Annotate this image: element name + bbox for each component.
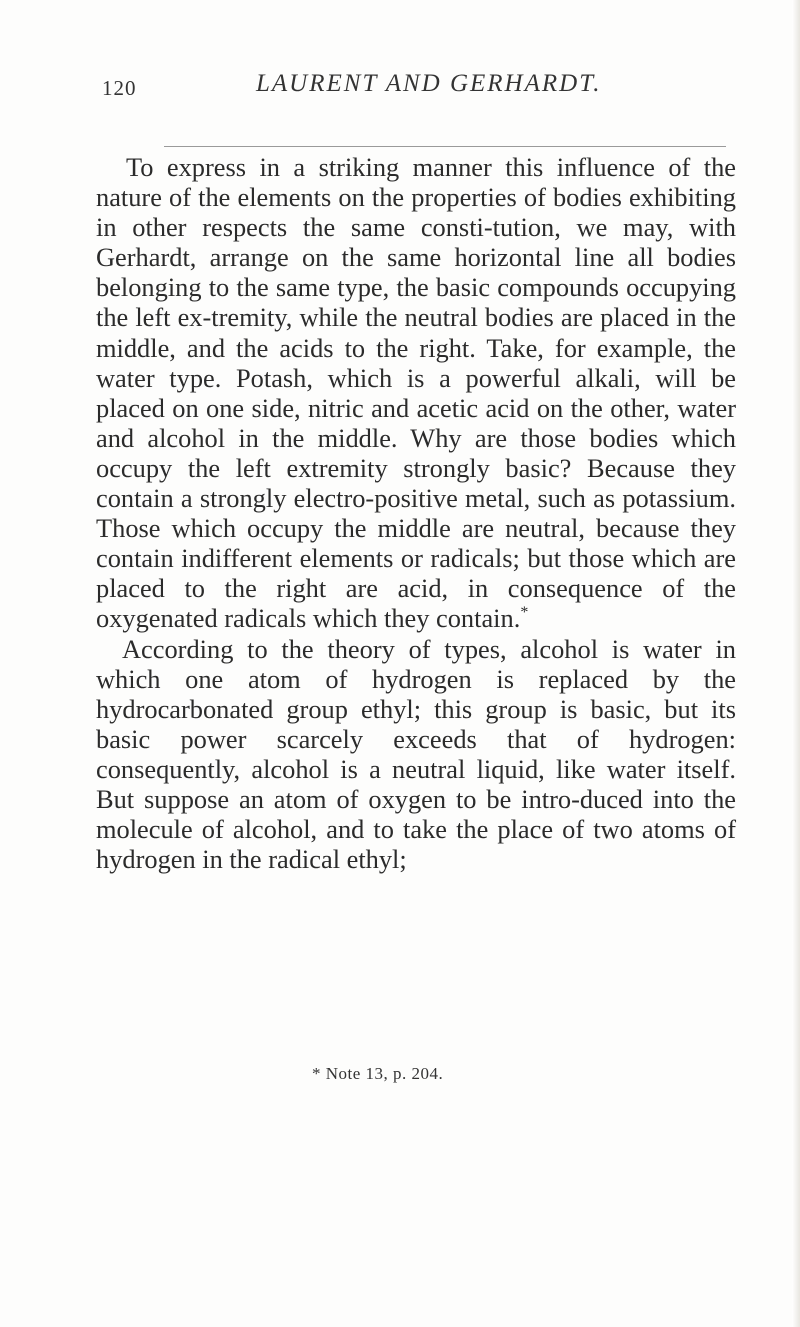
page-header [96,66,736,116]
page-edge [792,0,800,1327]
page-number: 120 [102,76,137,100]
footnote: * Note 13, p. 204. [312,1064,444,1083]
paragraph-1 [96,152,736,634]
header-rule [164,146,726,147]
running-head: LAURENT AND GERHARDT. [256,70,602,97]
body-text [96,152,736,874]
footnote-reference[interactable]: * [520,604,529,622]
paragraph-1-text: To express in a striking manner this influence of the nature of the elements on the properties of bodies exhibiting in other respects the same consti-tution, we may, with Gerhardt, arrange on the same horizontal line all bodies belonging to the same type, the basic compounds occupying the left ex-tremity, while the neutral bodies are placed in the middle, and the acids to the right. Take, for example, the water type. Potash, which is a powerful alkali, will be placed on one side, nitric and acetic acid on the other, water and alcohol in the middle. Why are those bodies which occupy the left extremity strongly basic? Because they contain a strongly electro-positive metal, such as potassium. Those which occupy the middle are neutral, because they contain indifferent elements or radicals; but those which are placed to the right are acid, in consequence of the oxygenated radicals which they contain. [96,152,736,634]
paragraph-2 [96,634,736,875]
paragraph-2-text: According to the theory of types, alcohol is water in which one atom of hydrogen is replaced by the hydrocarbonated group ethyl; this group is basic, but its basic power scarcely exceeds that of hydrogen: consequently, alcohol is a neutral liquid, like water itself. But suppose an atom of oxygen to be intro-duced into the molecule of alcohol, and to take the place of two atoms of hydrogen in the radical ethyl; [96,633,736,875]
